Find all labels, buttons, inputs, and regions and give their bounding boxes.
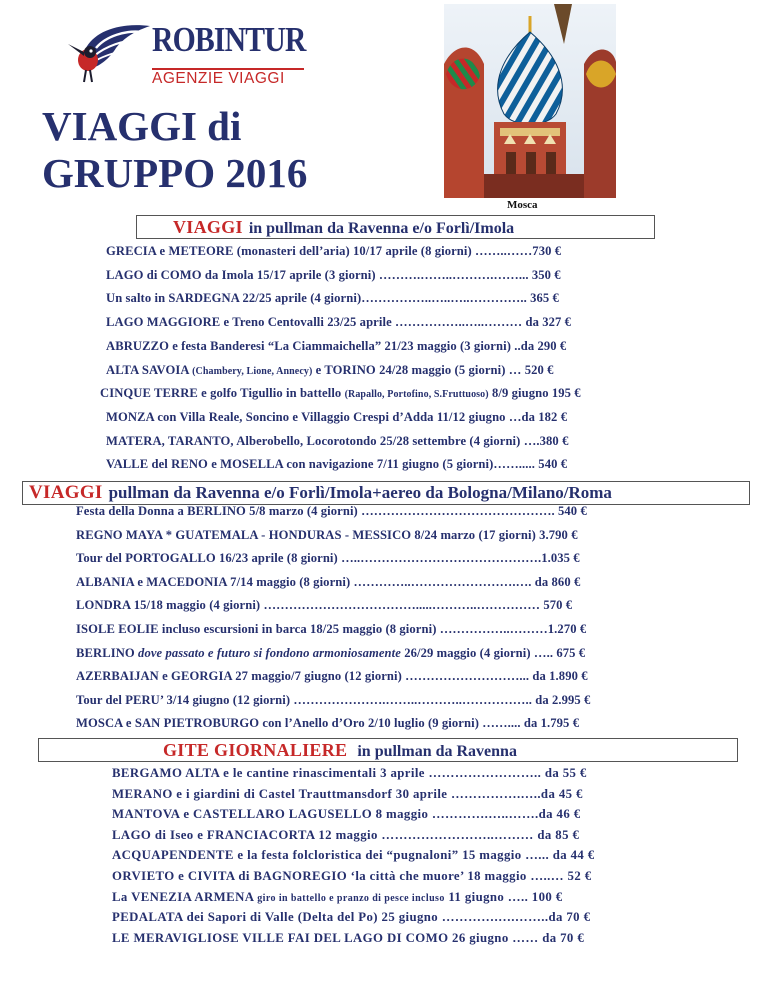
title-line-1: VIAGGI di (42, 103, 242, 149)
list-item (76, 669, 588, 684)
item-text: MERANO e i giardini di Castel Trauttmansdorf 30 aprile …………….…..da 45 € (112, 786, 583, 801)
photo-caption: Mosca (507, 199, 538, 211)
section-title: GITE GIORNALIERE (163, 740, 348, 760)
robintur-logo (66, 22, 316, 92)
list-item (100, 386, 581, 401)
item-note: (Rapallo, Portofino, S.Fruttuoso) (344, 389, 489, 401)
item-text: ISOLE EOLIE incluso escursioni in barca 18/25 maggio (8 giorni) ……………..………1.270 € (76, 622, 587, 636)
brand-name: ROBINTUR (152, 20, 306, 59)
list-item (112, 910, 590, 925)
item-text: MATERA, TARANTO, Alberobello, Locorotondo 25/28 settembre (4 giorni) ….380 € (106, 433, 569, 448)
list-item (76, 646, 585, 661)
bird-icon (66, 22, 156, 92)
item-text: PEDALATA dei Sapori di Valle (Delta del Po) 25 giugno ………….….……..da 70 € (112, 910, 591, 925)
section-subtitle: in pullman da Ravenna e/o Forlì/Imola (248, 220, 515, 237)
list-item (112, 869, 592, 884)
item-text: ABRUZZO e festa Banderesi “La Ciammaichella” 21/23 maggio (3 giorni) ..da 290 € (106, 338, 567, 353)
list-item (106, 339, 566, 354)
list-item (76, 622, 586, 637)
item-text: AZERBAIJAN e GEORGIA 27 maggio/7 giugno (12 giorni) ………………………... da 1.890 € (76, 669, 588, 684)
item-text: LONDRA 15/18 maggio (4 giorni) ……………………………….....………..…………… 570 € (76, 598, 573, 613)
page-title (42, 103, 307, 197)
list-item (106, 434, 568, 449)
list-item (76, 598, 572, 613)
item-text: LAGO di Iseo e FRANCIACORTA 12 maggio ……………………..……… da 85 € (112, 827, 580, 842)
list-item (112, 787, 583, 802)
item-text: LE MERAVIGLIOSE VILLE FAI DEL LAGO DI COMO 26 giugno …… da 70 € (112, 930, 585, 945)
item-tagline: dove passato e futuro si fondono armoniosamente (138, 645, 401, 660)
list-item (112, 766, 587, 781)
item-text: Un salto in SARDEGNA 22/25 aprile (4 giorni)……………..…..…..………….. 365 € (106, 291, 559, 306)
list-item (106, 363, 554, 378)
section-title: VIAGGI (29, 482, 103, 503)
list-item (106, 244, 561, 259)
list-item (106, 457, 567, 472)
list-item (112, 848, 595, 863)
list-item (76, 693, 590, 708)
list-item (76, 528, 578, 543)
item-text-tail: 26/29 maggio (4 giorni) ….. 675 € (400, 645, 586, 660)
item-note: giro in battello e pranzo di pesce incluso (257, 892, 445, 904)
item-text: ALBANIA e MACEDONIA 7/14 maggio (8 giorni) …………..…………………….…. da 860 € (76, 574, 581, 589)
list-item (76, 575, 580, 590)
item-text: ORVIETO e CIVITA di BAGNOREGIO ‘la città che muore’ 18 maggio …..… 52 € (112, 869, 592, 883)
list-item (106, 315, 571, 330)
section-header-pullman (136, 215, 655, 239)
item-text-tail: 8/9 giugno 195 € (488, 386, 581, 401)
list-item (106, 268, 561, 283)
item-text: LAGO MAGGIORE e Treno Centovalli 23/25 aprile ……………..…..……… da 327 € (106, 315, 572, 330)
item-note: (Chambery, Lione, Annecy) (192, 365, 313, 377)
item-text: REGNO MAYA * GUATEMALA - HONDURAS - MESSICO 8/24 marzo (17 giorni) 3.790 € (76, 527, 578, 542)
item-text: ALTA SAVOIA (106, 362, 193, 377)
item-text: LAGO di COMO da Imola 15/17 aprile (3 giorni) ……….……..……….……... 350 € (106, 267, 561, 282)
section-header-gite (38, 738, 738, 762)
item-text: GRECIA e METEORE (monasteri dell’aria) 10/17 aprile (8 giorni) ……..……730 € (106, 244, 562, 258)
item-text-tail: 11 giugno ….. 100 € (444, 889, 563, 904)
item-text: MANTOVA e CASTELLARO LAGUSELLO 8 maggio ………….…..…….da 46 € (112, 807, 581, 822)
item-text: ACQUAPENDENTE e la festa folcloristica dei “pugnaloni” 15 maggio …... da 44 € (112, 848, 595, 863)
item-text: La VENEZIA ARMENA (112, 889, 258, 904)
item-text: BERLINO (76, 645, 139, 660)
item-text: Tour del PORTOGALLO 16/23 aprile (8 giorni) …..…………………………………….1.035 € (76, 551, 580, 566)
list-item (112, 890, 563, 905)
item-text: MOSCA e SAN PIETROBURGO con l’Anello d’Oro 2/10 luglio (9 giorni) …….... da 1.795 € (76, 716, 580, 731)
item-text: CINQUE TERRE e golfo Tigullio in battello (100, 386, 345, 401)
title-line-2: GRUPPO 2016 (42, 150, 308, 196)
list-item (112, 828, 579, 843)
section-title: VIAGGI (173, 217, 243, 237)
onion-dome-image (444, 4, 616, 198)
section-subtitle: pullman da Ravenna e/o Forlì/Imola+aereo da Bologna/Milano/Roma (108, 483, 612, 502)
section-subtitle: in pullman da Ravenna (357, 743, 517, 760)
agency-subtitle: AGENZIE VIAGGI (152, 68, 304, 88)
item-text: Festa della Donna a BERLINO 5/8 marzo (4 giorni) ………………………………………. 540 € (76, 504, 587, 518)
list-item (106, 410, 567, 425)
list-item (76, 551, 580, 566)
list-item (76, 504, 587, 519)
item-text: MONZA con Villa Reale, Soncino e Villaggio Crespi d’Adda 11/12 giugno …da 182 € (106, 409, 568, 424)
item-text: Tour del PERU’ 3/14 giugno (12 giorni) ………………….……..………..…………….. da 2.995 € (76, 692, 591, 707)
list-item (112, 931, 584, 946)
item-text: VALLE del RENO e MOSELLA con navigazione 7/11 giugno (5 giorni)……..... 540 € (106, 457, 568, 472)
list-item (76, 716, 579, 731)
list-item (106, 291, 559, 306)
list-item (112, 807, 581, 822)
item-text-tail: e TORINO 24/28 maggio (5 giorni) … 520 € (312, 362, 554, 377)
item-text: BERGAMO ALTA e le cantine rinascimentali 3 aprile …………………….. da 55 € (112, 766, 587, 780)
section-header-aereo (22, 481, 750, 505)
